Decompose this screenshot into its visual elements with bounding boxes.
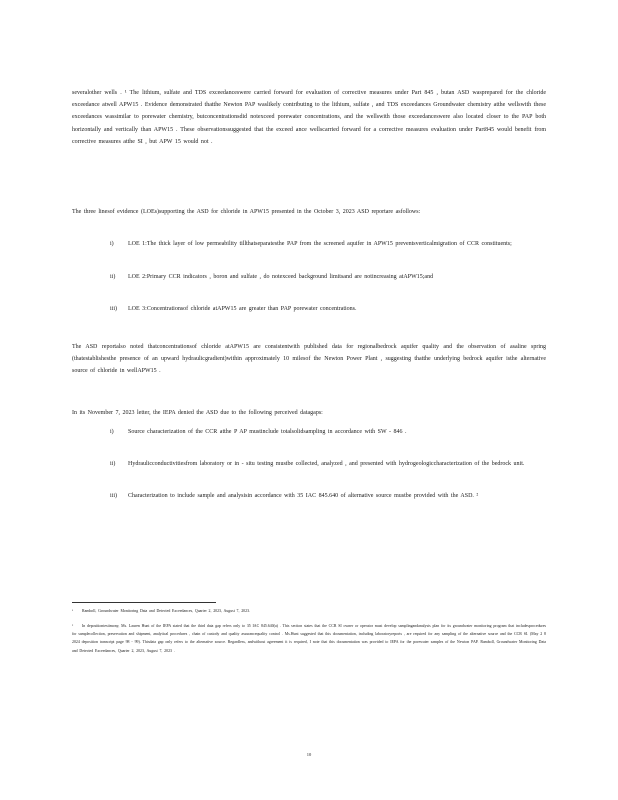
paragraph-exceedances: severalother wells . ¹ The lithium, sulfate and TDS exceedanceswere carried forward for evaluation of corrective measures under Part 845 , butan ASD wasprepared for the chloride exceedance atwell APW15 . Evidence demonstrated thatthe Newton PAP waslikely contributing to the lithium, sulfate , and TDS exceedances Groundwater chemistry atthe wellswith these exceedances wassimilar to porewater chemistry, butconcentrationsdid notexceed porewater concentrations, and the wellswith those exceedanceswere also located closer to the PAP both horizontally and vertically than APW15 . These observationssuggested that the exceed ance wellscarried forward for a corrective measures evaluation under Part845 would benefit from corrective measures atthe SI , but APW 15 would not .	[72, 90, 546, 145]
gap-item-3	[110, 490, 546, 502]
loe-item-1	[110, 238, 546, 250]
page-number: 10	[306, 752, 312, 757]
list-number: ii)	[110, 461, 116, 467]
footnote-mark: ¹	[72, 609, 74, 613]
paragraph-alternative-source: The ASD reportalso noted thatconcentrationsof chloride atAPW15 are consistentwith published data for regionalbedrock aquifer quality and the observation of asaline spring (thatestablishesthe presence of an upward hydraulicgradient)within approximately 10 milesof the Newton Power Plant , suggesting thatthe underlying bedrock aquifer isthe alternative source of chloride in wellAPW15 .	[72, 344, 546, 375]
list-text: LOE 3:Concentrationsof chloride atAPW15 are greater than PAP porewater concentrations.	[128, 306, 357, 312]
paragraph-iepa-denial: In its November 7, 2023 letter, the IEPA denied the ASD due to the following perceived datagaps:	[72, 410, 323, 416]
list-number: iii)	[110, 493, 117, 499]
footnote-1	[72, 607, 546, 615]
footnote-mark: ²	[72, 624, 74, 628]
list-number: i)	[110, 429, 114, 435]
footnote-2	[72, 622, 546, 655]
list-number: ii)	[110, 274, 116, 280]
paragraph-loe-intro: The three linesof evidence (LOEs)supporting the ASD for chloride in APW15 presented in the October 3, 2023 ASD reportare asfollows:	[72, 209, 421, 215]
loe-item-2	[110, 271, 546, 283]
gap-item-2	[110, 458, 546, 470]
list-text: Hydraulicconductivitiesfrom laboratory or in - situ testing mustbe collected, analyzed , and presented with hydrogeologiccharacterization of the bedrock unit.	[128, 461, 525, 467]
footnote-text: In depositiontestimony, Ms. Lauren Hunt of the IEPA stated that the third data gap refers only to 35 IAC 845.640(a) . This section states that the CCR SI owner or operator must develop samplingandanalysis plan for its groundwater monitoring program that includesprocedures for samplecollection, preservation and shipment, analytical procedures , chain of custody and quality assurancequality control . Ms.Hunt suggested that this documentation, including laboratoryreports , are required for any sampling of the alternative source and the CCR SI. (May 2 8 2024 deposition transcript page 98 - 99). Thisdata gap only refers to the alternative source. Regardless, andwithout agreement it is required, I note that this documentation was provided to IEPA for the porewater samples of the Newton PAP. Ramboll, Groundwater Monitoring Data and Detected Exceedances, Quarter 2, 2023, August 7, 2023 .	[72, 624, 546, 653]
list-number: iii)	[110, 306, 117, 312]
footnote-text: Ramboll, Groundwater Monitoring Data and Detected Exceedances, Quarter 2, 2023, August 7, 2023.	[82, 609, 250, 613]
list-text: Characterization to include sample and analysisin accordance with 35 IAC 845.640 of alternative source mustbe provided with the ASD. ²	[128, 493, 479, 499]
list-text: LOE 1:The thick layer of low permeability tillthatseparatesthe PAP from the screened aquifer in APW15 preventsverticalmigration of CCR constituents;	[128, 241, 512, 247]
gap-item-1	[110, 426, 546, 438]
list-number: i)	[110, 241, 114, 247]
list-text: Source characterization of the CCR atthe P AP mustinclude totalsolidsampling in accordance with SW - 846 .	[128, 429, 407, 435]
list-text: LOE 2:Primary CCR indicators , boron and sulfate , do notexceed background limitsand are notincreasing atAPW15;and	[128, 274, 434, 280]
footnote-divider	[72, 602, 216, 603]
loe-item-3	[110, 303, 546, 315]
